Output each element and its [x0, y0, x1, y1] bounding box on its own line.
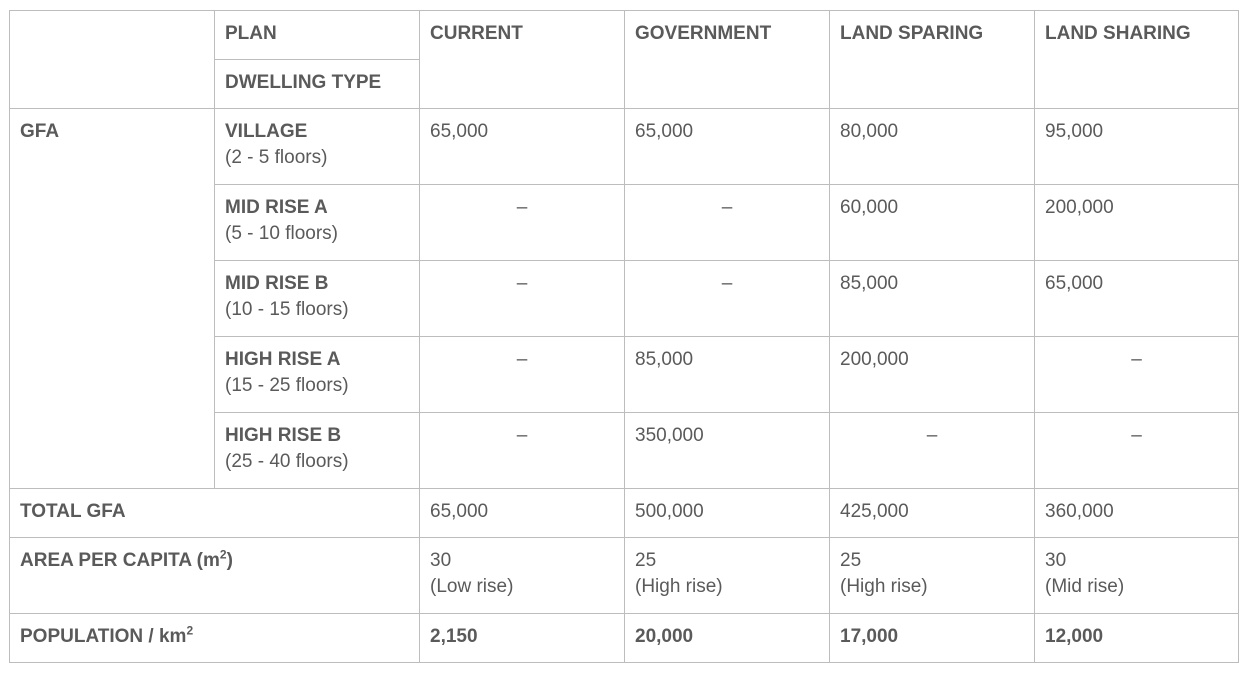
- population-label: [10, 614, 420, 663]
- cell-value: 25: [840, 550, 862, 571]
- table-cell: 65,000: [625, 109, 830, 185]
- table-cell: 60,000: [830, 185, 1035, 261]
- table-cell: [420, 538, 625, 614]
- plan-comparison-table: [9, 10, 1239, 663]
- table-cell: –: [420, 413, 625, 489]
- area-per-capita-label-suffix: ): [226, 550, 233, 571]
- table-cell: 65,000: [420, 109, 625, 185]
- area-per-capita-row: [10, 538, 1239, 614]
- dwelling-type-cell: [215, 337, 420, 413]
- table-cell: –: [420, 185, 625, 261]
- dwelling-floors: (25 - 40 floors): [225, 451, 349, 472]
- table-row: [10, 109, 1239, 185]
- cell-note: (High rise): [840, 576, 928, 597]
- superscript: 2: [219, 547, 227, 562]
- table-cell: –: [625, 261, 830, 337]
- dwelling-type-name: HIGH RISE B: [225, 425, 342, 446]
- header-row: [10, 11, 1239, 60]
- dwelling-floors: (15 - 25 floors): [225, 375, 349, 396]
- dwelling-type-label: DWELLING TYPE: [215, 60, 420, 109]
- table-cell: 20,000: [625, 614, 830, 663]
- dwelling-type-name: VILLAGE: [225, 121, 308, 142]
- area-per-capita-label-text: AREA PER CAPITA (m: [20, 550, 220, 571]
- table-cell: 360,000: [1035, 489, 1239, 538]
- table-cell: 425,000: [830, 489, 1035, 538]
- table-cell: [1035, 538, 1239, 614]
- table-cell: 350,000: [625, 413, 830, 489]
- table-cell: 200,000: [830, 337, 1035, 413]
- cell-value: 25: [635, 550, 657, 571]
- gfa-label: GFA: [10, 109, 215, 489]
- cell-note: (High rise): [635, 576, 723, 597]
- table-cell: –: [420, 261, 625, 337]
- table-cell: –: [1035, 337, 1239, 413]
- cell-note: (Mid rise): [1045, 576, 1125, 597]
- dwelling-floors: (5 - 10 floors): [225, 223, 338, 244]
- plan-label: PLAN: [215, 11, 420, 60]
- total-gfa-label: TOTAL GFA: [10, 489, 420, 538]
- table-cell: 500,000: [625, 489, 830, 538]
- table-cell: [625, 538, 830, 614]
- table-cell: 80,000: [830, 109, 1035, 185]
- dwelling-floors: (2 - 5 floors): [225, 147, 328, 168]
- table-cell: 2,150: [420, 614, 625, 663]
- table-cell: 12,000: [1035, 614, 1239, 663]
- table-cell: –: [1035, 413, 1239, 489]
- superscript: 2: [186, 623, 194, 638]
- table-cell: [830, 538, 1035, 614]
- col-header-current: CURRENT: [420, 11, 625, 109]
- table-cell: 85,000: [625, 337, 830, 413]
- table-cell: 200,000: [1035, 185, 1239, 261]
- population-label-text: POPULATION / km: [20, 626, 187, 647]
- table-cell: –: [420, 337, 625, 413]
- table-cell: –: [625, 185, 830, 261]
- table-cell: 17,000: [830, 614, 1035, 663]
- table-cell: 85,000: [830, 261, 1035, 337]
- dwelling-type-cell: [215, 185, 420, 261]
- area-per-capita-label: [10, 538, 420, 614]
- population-row: [10, 614, 1239, 663]
- dwelling-type-cell: [215, 109, 420, 185]
- dwelling-type-name: MID RISE A: [225, 197, 328, 218]
- table-cell: 65,000: [1035, 261, 1239, 337]
- col-header-land-sparing: LAND SPARING: [830, 11, 1035, 109]
- cell-value: 30: [1045, 550, 1067, 571]
- table-cell: –: [830, 413, 1035, 489]
- dwelling-type-name: MID RISE B: [225, 273, 329, 294]
- cell-value: 30: [430, 550, 452, 571]
- corner-cell: [10, 11, 215, 109]
- total-gfa-row: [10, 489, 1239, 538]
- dwelling-type-name: HIGH RISE A: [225, 349, 341, 370]
- col-header-government: GOVERNMENT: [625, 11, 830, 109]
- dwelling-floors: (10 - 15 floors): [225, 299, 349, 320]
- dwelling-type-cell: [215, 261, 420, 337]
- col-header-land-sharing: LAND SHARING: [1035, 11, 1239, 109]
- dwelling-type-cell: [215, 413, 420, 489]
- table-cell: 95,000: [1035, 109, 1239, 185]
- table-cell: 65,000: [420, 489, 625, 538]
- cell-note: (Low rise): [430, 576, 514, 597]
